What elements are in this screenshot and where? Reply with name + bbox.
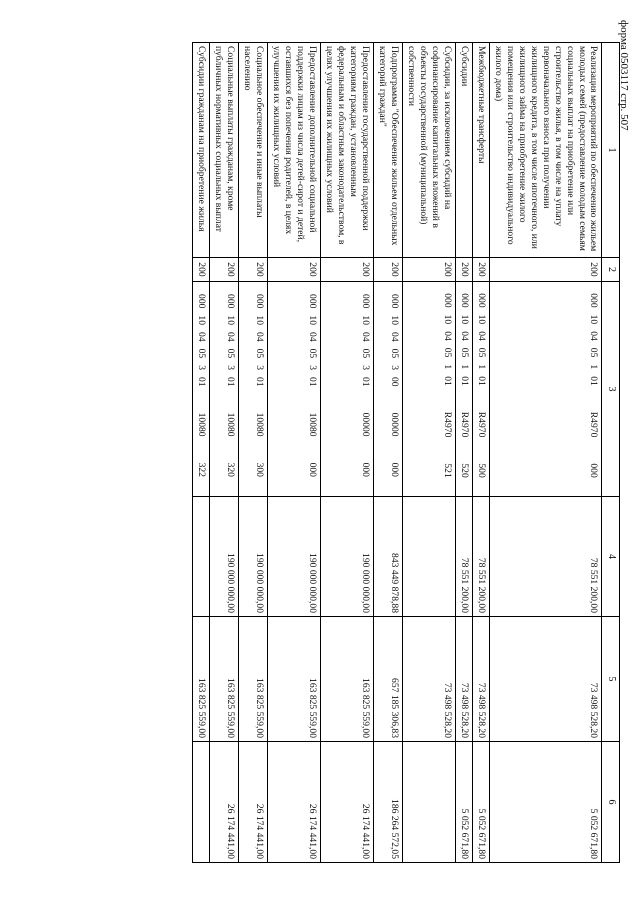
- code-part: 05: [195, 348, 207, 359]
- code-part: 05: [253, 348, 265, 359]
- code-part: 05: [441, 347, 453, 358]
- row-line-code: 200: [455, 258, 472, 282]
- code-part: 000: [195, 294, 207, 309]
- code-part: 10: [441, 314, 453, 325]
- table-row: [238, 43, 267, 863]
- code-part: 000: [306, 294, 318, 309]
- row-budget-code: [455, 282, 472, 497]
- code-part: 10: [224, 315, 236, 326]
- code-part: R4970: [475, 411, 487, 438]
- budget-table: [192, 42, 620, 863]
- code-part: 01: [253, 377, 265, 387]
- row-budget-code: [209, 282, 238, 497]
- code-part: 04: [224, 332, 236, 342]
- row-approved: 78 551 200,00: [489, 497, 602, 617]
- row-executed: 163 825 559,00: [192, 617, 209, 742]
- row-name: Предоставление дополнительной социальной поддержки лицам из числа детей-сирот и детей, оставшихся без попечения родителей, в целях улучшения их жилищных условий: [267, 43, 320, 258]
- code-part: 04: [588, 331, 600, 341]
- col-header-3: 3: [602, 282, 620, 497]
- row-remaining: 26 174 441,00: [238, 742, 267, 863]
- row-name: Предоставление государственной поддержки категориям граждан, установленным федеральным и областным законодательством, в целях улучшения их жилищных условий: [320, 43, 373, 258]
- code-part: 000: [441, 293, 453, 308]
- code-part: 01: [441, 376, 453, 386]
- code-part: 00000: [388, 412, 400, 437]
- code-part: 10: [458, 314, 470, 325]
- code-part: 04: [306, 332, 318, 342]
- code-part: 04: [388, 332, 400, 342]
- code-part: 320: [224, 462, 236, 477]
- row-remaining: 5 052 671,80: [489, 742, 602, 863]
- code-part: 01: [458, 376, 470, 386]
- code-part: 05: [458, 347, 470, 358]
- row-budget-code: [238, 282, 267, 497]
- row-executed: 73 498 528,20: [402, 617, 455, 742]
- row-remaining: 186 264 572,05: [373, 742, 402, 863]
- rotated-table-container: [60, 42, 620, 862]
- row-approved: 190 000 000,00: [320, 497, 373, 617]
- table-row: [192, 43, 209, 863]
- row-budget-code: [402, 282, 455, 497]
- code-part: 04: [475, 331, 487, 341]
- row-line-code: 200: [209, 258, 238, 282]
- code-part: 01: [359, 377, 371, 387]
- row-remaining: 5 052 671,80: [455, 742, 472, 863]
- row-budget-code: [373, 282, 402, 497]
- row-remaining: [402, 742, 455, 863]
- row-name: Социальные выплаты гражданам, кроме публичных нормативных социальных выплат: [209, 43, 238, 258]
- row-remaining: 26 174 441,00: [320, 742, 373, 863]
- code-part: 500: [475, 463, 487, 478]
- row-name: Субсидии: [455, 43, 472, 258]
- table-row: [267, 43, 320, 863]
- code-part: 000: [306, 462, 318, 477]
- row-line-code: 200: [472, 258, 489, 282]
- code-part: 10: [306, 315, 318, 326]
- col-header-2: 2: [602, 258, 620, 282]
- code-part: 000: [359, 294, 371, 309]
- code-part: 04: [359, 332, 371, 342]
- row-budget-code: [192, 282, 209, 497]
- code-part: 521: [441, 463, 453, 478]
- row-name: Межбюджетные трансферты: [472, 43, 489, 258]
- row-executed: 163 825 559,00: [238, 617, 267, 742]
- col-header-1: 1: [602, 43, 620, 258]
- table-row: [489, 43, 602, 863]
- row-remaining: 26 174 441,00: [267, 742, 320, 863]
- row-approved: 843 449 878,88: [373, 497, 402, 617]
- code-part: 00000: [359, 412, 371, 437]
- code-part: 000: [588, 463, 600, 478]
- code-part: 10: [195, 315, 207, 326]
- row-remaining: [192, 742, 209, 863]
- row-executed: 73 498 528,20: [472, 617, 489, 742]
- code-part: 04: [195, 332, 207, 342]
- row-executed: 163 825 559,00: [320, 617, 373, 742]
- table-row: [320, 43, 373, 863]
- code-part: 10: [475, 314, 487, 325]
- code-part: 01: [224, 377, 236, 387]
- code-part: 10080: [306, 412, 318, 437]
- row-line-code: 200: [192, 258, 209, 282]
- row-executed: 163 825 559,00: [209, 617, 238, 742]
- code-part: 1: [475, 364, 487, 370]
- code-part: 000: [359, 462, 371, 477]
- code-part: 3: [359, 365, 371, 370]
- code-part: R4970: [458, 411, 470, 438]
- code-part: 1: [441, 364, 453, 370]
- code-part: 01: [195, 377, 207, 387]
- table-row: [209, 43, 238, 863]
- code-part: 05: [359, 348, 371, 359]
- code-part: 000: [224, 294, 236, 309]
- code-part: 10080: [195, 412, 207, 437]
- code-part: 000: [458, 293, 470, 308]
- code-part: 322: [195, 462, 207, 477]
- code-part: 520: [458, 463, 470, 478]
- code-part: 05: [475, 347, 487, 358]
- code-part: 000: [475, 293, 487, 308]
- code-part: 3: [253, 365, 265, 370]
- table-row: [402, 43, 455, 863]
- code-part: 300: [253, 462, 265, 477]
- row-line-code: 200: [489, 258, 602, 282]
- row-remaining: 5 052 671,80: [472, 742, 489, 863]
- row-executed: 73 498 528,20: [455, 617, 472, 742]
- code-part: 10080: [224, 412, 236, 437]
- row-executed: 163 825 559,00: [267, 617, 320, 742]
- row-budget-code: [267, 282, 320, 497]
- row-name: Социальное обеспечение и иные выплаты населению: [238, 43, 267, 258]
- row-name: Субсидии гражданам на приобретение жилья: [192, 43, 209, 258]
- code-part: 05: [224, 348, 236, 359]
- code-part: 3: [195, 365, 207, 370]
- col-header-5: 5: [602, 617, 620, 742]
- col-header-6: 6: [602, 742, 620, 863]
- row-line-code: 200: [238, 258, 267, 282]
- code-part: 3: [306, 365, 318, 370]
- row-name: Подпрограмма "Обеспечение жильем отдельных категорий граждан": [373, 43, 402, 258]
- code-part: 1: [588, 364, 600, 370]
- row-line-code: 200: [373, 258, 402, 282]
- row-line-code: 200: [267, 258, 320, 282]
- code-part: 1: [458, 364, 470, 370]
- code-part: 05: [306, 348, 318, 359]
- row-approved: 190 000 000,00: [267, 497, 320, 617]
- code-part: 10: [588, 314, 600, 325]
- table-row: [455, 43, 472, 863]
- row-name: Реализация мероприятий по обеспечению жильем молодых семей (предоставление молодым семьям социальных выплат на приобретение или строительство жилья, в том числе на уплату первоначального взноса при получении жилищного кредита, в том числе ипотечного, или жилищного займа на приобретение жилого помещения или строительство индивидуального жилого дома): [489, 43, 602, 258]
- code-part: 000: [388, 462, 400, 477]
- code-part: 000: [388, 294, 400, 309]
- code-part: 10: [388, 315, 400, 326]
- row-budget-code: [472, 282, 489, 497]
- row-approved: [192, 497, 209, 617]
- code-part: 000: [588, 293, 600, 308]
- table-row: [472, 43, 489, 863]
- row-approved: 78 551 200,00: [472, 497, 489, 617]
- code-part: 000: [253, 294, 265, 309]
- table-body: [192, 43, 602, 863]
- code-part: 04: [458, 331, 470, 341]
- row-approved: 190 000 000,00: [238, 497, 267, 617]
- row-executed: 73 498 528,20: [489, 617, 602, 742]
- code-part: 05: [588, 347, 600, 358]
- table-row: [373, 43, 402, 863]
- row-budget-code: [489, 282, 602, 497]
- row-approved: [402, 497, 455, 617]
- code-part: R4970: [588, 411, 600, 438]
- code-part: 01: [306, 377, 318, 387]
- code-part: 01: [475, 376, 487, 386]
- code-part: 04: [441, 331, 453, 341]
- code-part: 00: [388, 377, 400, 387]
- row-line-code: 200: [320, 258, 373, 282]
- code-part: 10080: [253, 412, 265, 437]
- row-budget-code: [320, 282, 373, 497]
- row-executed: 657 185 306,83: [373, 617, 402, 742]
- code-part: 10: [359, 315, 371, 326]
- code-part: 10: [253, 315, 265, 326]
- code-part: 05: [388, 348, 400, 359]
- code-part: R4970: [441, 411, 453, 438]
- col-header-4: 4: [602, 497, 620, 617]
- code-part: 01: [588, 376, 600, 386]
- table-header-row: [602, 43, 620, 863]
- row-approved: 78 551 200,00: [455, 497, 472, 617]
- code-part: 3: [224, 365, 236, 370]
- code-part: 04: [253, 332, 265, 342]
- code-part: 3: [388, 365, 400, 370]
- row-remaining: 26 174 441,00: [209, 742, 238, 863]
- row-approved: 190 000 000,00: [209, 497, 238, 617]
- row-line-code: 200: [402, 258, 455, 282]
- row-name: Субсидии, за исключением субсидий на софинансирование капитальных вложений в объекты государственной (муниципальной) собственности: [402, 43, 455, 258]
- form-header: форма 0503117 стр. 507: [618, 20, 630, 131]
